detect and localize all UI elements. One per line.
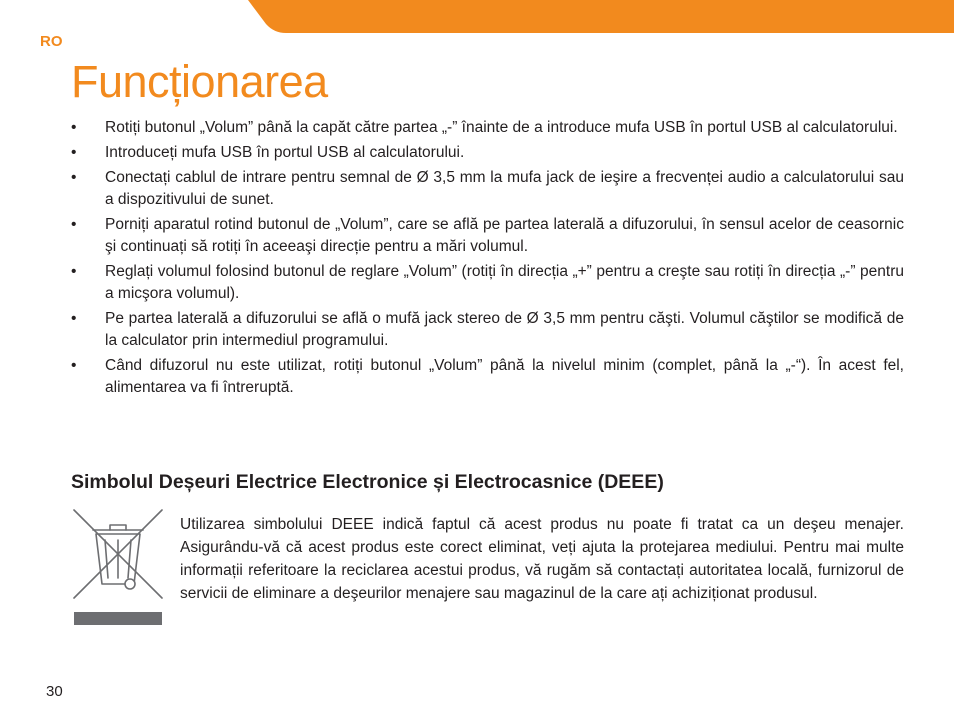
bullet-icon: • xyxy=(71,216,77,233)
list-item xyxy=(71,355,904,399)
page-title: Funcționarea xyxy=(71,56,328,107)
list-item xyxy=(71,261,904,305)
weee-section-title: Simbolul Deșeuri Electrice Electronice și Electrocasnice (DEEE) xyxy=(71,471,664,493)
bullet-icon: • xyxy=(71,144,77,161)
header-orange-band xyxy=(248,0,954,33)
bullet-icon: • xyxy=(71,263,77,280)
list-item-text: Rotiți butonul „Volum” până la capăt către partea „-” înainte de a introduce mufa USB în portul USB al calculatorului. xyxy=(105,119,898,136)
list-item xyxy=(71,167,904,211)
instruction-list xyxy=(71,117,904,402)
list-item-text: Pe partea laterală a difuzorului se află o mufă jack stereo de Ø 3,5 mm pentru căşti. Volumul căştilor se modifică de la calculator prin intermediul programului. xyxy=(105,310,904,349)
list-item-text: Reglați volumul folosind butonul de reglare „Volum” (rotiți în direcția „+” pentru a creşte sau rotiți în direcția „-” pentru a micşora volumul). xyxy=(105,263,904,302)
page-number: 30 xyxy=(46,683,63,700)
list-item xyxy=(71,308,904,352)
bullet-icon: • xyxy=(71,119,77,136)
language-code: RO xyxy=(40,33,63,50)
list-item xyxy=(71,117,904,139)
bullet-icon: • xyxy=(71,357,77,374)
list-item-text: Când difuzorul nu este utilizat, rotiți butonul „Volum” până la nivelul minim (complet, până la „-“). În acest fel, alimentarea va fi întreruptă. xyxy=(105,357,904,396)
list-item xyxy=(71,214,904,258)
list-item-text: Conectați cablul de intrare pentru semnal de Ø 3,5 mm la mufa jack de ieşire a frecvenței audio a calculatorului sau a dispozitivului de sunet. xyxy=(105,169,904,208)
list-item xyxy=(71,142,904,164)
list-item-text: Porniți aparatul rotind butonul de „Volum”, care se află pe partea laterală a difuzorului, în sensul acelor de ceasornic şi continuați să rotiți în aceeaşi direcție pentru a mări volumul. xyxy=(105,216,904,255)
crossed-out-wheeled-bin-icon xyxy=(72,508,164,628)
list-item-text: Introduceți mufa USB în portul USB al calculatorului. xyxy=(105,144,465,161)
weee-description: Utilizarea simbolului DEEE indică faptul că acest produs nu poate fi tratat ca un deşeu menajer. Asigurându-vă că acest produs este corect eliminat, veți ajuta la protejarea mediului. Pentru mai multe informații referitoare la reciclarea acestui produs, vă rugăm să contactați autoritatea locală, furnizorul de servicii de eliminare a deşeurilor menajere sau magazinul de la care ați achiziționat produsul. xyxy=(180,516,904,602)
bullet-icon: • xyxy=(71,310,77,327)
bullet-icon: • xyxy=(71,169,77,186)
